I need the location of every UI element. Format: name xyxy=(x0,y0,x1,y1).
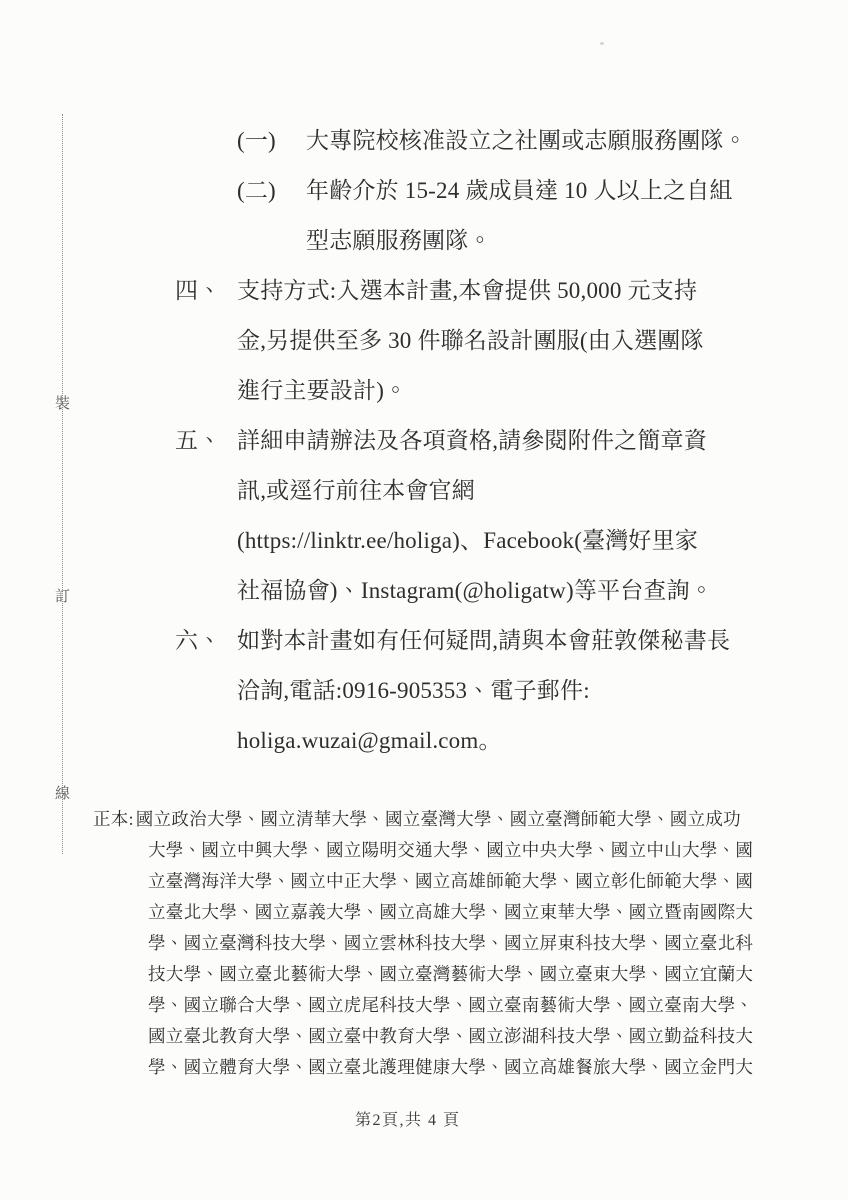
list-item-line xyxy=(0,716,848,766)
recipients-line: 學、國立體育大學、國立臺北護理健康大學、國立高雄餐旅大學、國立金門大 xyxy=(148,1057,754,1077)
recipients-label: 正本: xyxy=(93,809,134,829)
item-marker: 六、 xyxy=(175,628,222,653)
recipients-line: 大學、國立中興大學、國立陽明交通大學、國立中央大學、國立中山大學、國 xyxy=(148,840,754,860)
list-item-line xyxy=(0,216,848,266)
binding-mark-ding: 訂 xyxy=(54,589,70,605)
item-text: 大專院校核准設立之社團或志願服務團隊。 xyxy=(306,128,747,153)
list-item-line xyxy=(0,266,848,316)
list-item-line xyxy=(0,116,848,166)
item-text: (https://linktr.ee/holiga)、Facebook(臺灣好里家 xyxy=(237,528,699,553)
binding-mark-zhuang: 裝 xyxy=(54,396,70,412)
recipients-line: 學、國立臺灣科技大學、國立雲林科技大學、國立屏東科技大學、國立臺北科 xyxy=(148,933,754,953)
list-item-line xyxy=(0,316,848,366)
list-item-line xyxy=(0,516,848,566)
list-item-line xyxy=(0,416,848,466)
item-marker: 四、 xyxy=(175,278,222,303)
item-text: holiga.wuzai@gmail.com。 xyxy=(237,728,502,753)
list-item-line xyxy=(0,366,848,416)
item-text: 如對本計畫如有任何疑問,請與本會莊敦傑秘書長 xyxy=(237,628,731,653)
recipients-line xyxy=(93,804,793,835)
binding-mark-xian: 線 xyxy=(54,786,70,802)
list-item-line xyxy=(0,566,848,616)
item-text: 詳細申請辦法及各項資格,請參閱附件之簡章資 xyxy=(237,428,707,453)
list-item-line xyxy=(0,616,848,666)
item-marker: 五、 xyxy=(175,428,222,453)
page-number: 第2頁,共 4 頁 xyxy=(355,1112,461,1129)
recipients-line: 技大學、國立臺北藝術大學、國立臺灣藝術大學、國立臺東大學、國立宜蘭大 xyxy=(148,964,754,984)
recipients-line: 學、國立聯合大學、國立虎尾科技大學、國立臺南藝術大學、國立臺南大學、 xyxy=(148,995,754,1015)
list-item-line xyxy=(0,666,848,716)
recipients-line: 立臺北大學、國立嘉義大學、國立高雄大學、國立東華大學、國立暨南國際大 xyxy=(148,902,754,922)
item-text: 金,另提供至多 30 件聯名設計團服(由入選團隊 xyxy=(237,328,704,353)
list-item-line xyxy=(0,466,848,516)
recipients-block xyxy=(93,804,793,1083)
item-text: 社福協會)、Instagram(@holigatw)等平台查詢。 xyxy=(237,578,714,603)
item-text: 型志願服務團隊。 xyxy=(306,228,492,253)
item-marker: (一) xyxy=(237,128,276,153)
scan-speck xyxy=(600,42,604,45)
recipients-text: 國立政治大學、國立清華大學、國立臺灣大學、國立臺灣師範大學、國立成功 xyxy=(135,809,741,829)
item-text: 年齡介於 15-24 歲成員達 10 人以上之自組 xyxy=(306,178,733,203)
document-body xyxy=(0,116,848,766)
item-text: 洽詢,電話:0916-905353、電子郵件: xyxy=(237,678,590,703)
item-text: 支持方式:入選本計畫,本會提供 50,000 元支持 xyxy=(237,278,698,303)
item-text: 訊,或逕行前往本會官網 xyxy=(237,478,475,503)
item-marker: (二) xyxy=(237,178,276,203)
recipients-line: 立臺灣海洋大學、國立中正大學、國立高雄師範大學、國立彰化師範大學、國 xyxy=(148,871,754,891)
item-text: 進行主要設計)。 xyxy=(237,378,408,403)
list-item-line xyxy=(0,166,848,216)
recipients-line: 國立臺北教育大學、國立臺中教育大學、國立澎湖科技大學、國立勤益科技大 xyxy=(148,1026,754,1046)
